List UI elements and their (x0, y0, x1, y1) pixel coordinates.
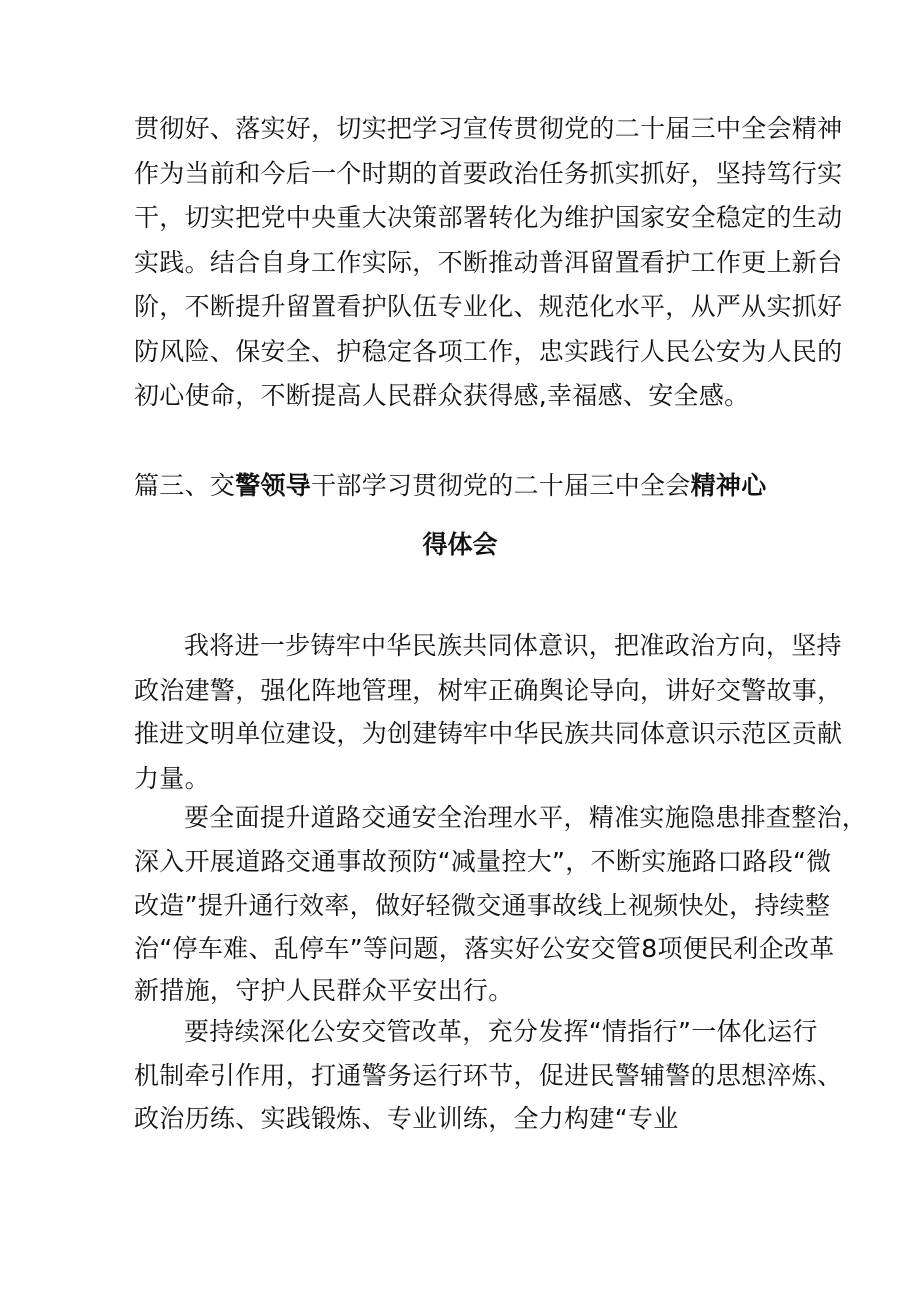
text-line: 阶，不断提升留置看护队伍专业化、规范化水平，从严从实抓好 (134, 292, 843, 321)
title-part-bold: 警领导 (235, 471, 312, 500)
section-title-line-1 (134, 471, 767, 501)
text-line: 贯彻好、落实好，切实把学习宣传贯彻党的二十届三中全会精神 (134, 114, 843, 143)
text-line: 我将进一步铸牢中华民族共同体意识，把准政治方向，坚持 (184, 631, 842, 660)
text-line: 政治历练、实践锻炼、专业训练，全力构建“专业 (134, 1104, 679, 1133)
title-part: 篇三、交 (134, 471, 236, 500)
text-line: 新措施，守护人民群众平安出行。 (134, 976, 514, 1005)
section-title-line-2: 得体会 (422, 530, 498, 559)
text-line: 作为当前和今后一个时期的首要政治任务抓实抓好，坚持笃行实 (134, 159, 843, 188)
text-line: 初心使命，不断提高人民群众获得感,幸福感、安全感。 (134, 381, 750, 410)
text-line: 实践。结合自身工作实际，不断推动普洱留置看护工作更上新台 (134, 248, 843, 277)
text-line: 要全面提升道路交通安全治理水平，精准实施隐患排查整治， (184, 803, 868, 832)
text-line: 力量。 (134, 764, 210, 793)
title-part: 干部学习贯彻党的二十届三中全会 (311, 471, 691, 500)
text-line: 要持续深化公安交管改革，充分发挥“情指行”一体化运行 (184, 1017, 818, 1046)
text-line: 推进文明单位建设，为创建铸牢中华民族共同体意识示范区贡献 (134, 719, 843, 748)
text-line: 机制牵引作用，打通警务运行环节，促进民警辅警的思想淬炼、 (134, 1061, 843, 1090)
text-line: 治“停车难、乱停车”等问题，落实好公安交管8项便民利企改革 (134, 934, 835, 963)
text-line: 防风险、保安全、护稳定各项工作，忠实践行人民公安为人民的 (134, 337, 843, 366)
text-line: 政治建警，强化阵地管理，树牢正确舆论导向，讲好交警故事， (134, 676, 843, 705)
text-line: 深入开展道路交通事故预防“减量控大”，不断实施路口路段“微 (134, 847, 832, 876)
title-part-bold: 精神心 (690, 471, 767, 500)
text-line: 改造”提升通行效率，做好轻微交通事故线上视频快处，持续整 (134, 891, 831, 920)
text-line: 干，切实把党中央重大决策部署转化为维护国家安全稳定的生动 (134, 203, 843, 232)
